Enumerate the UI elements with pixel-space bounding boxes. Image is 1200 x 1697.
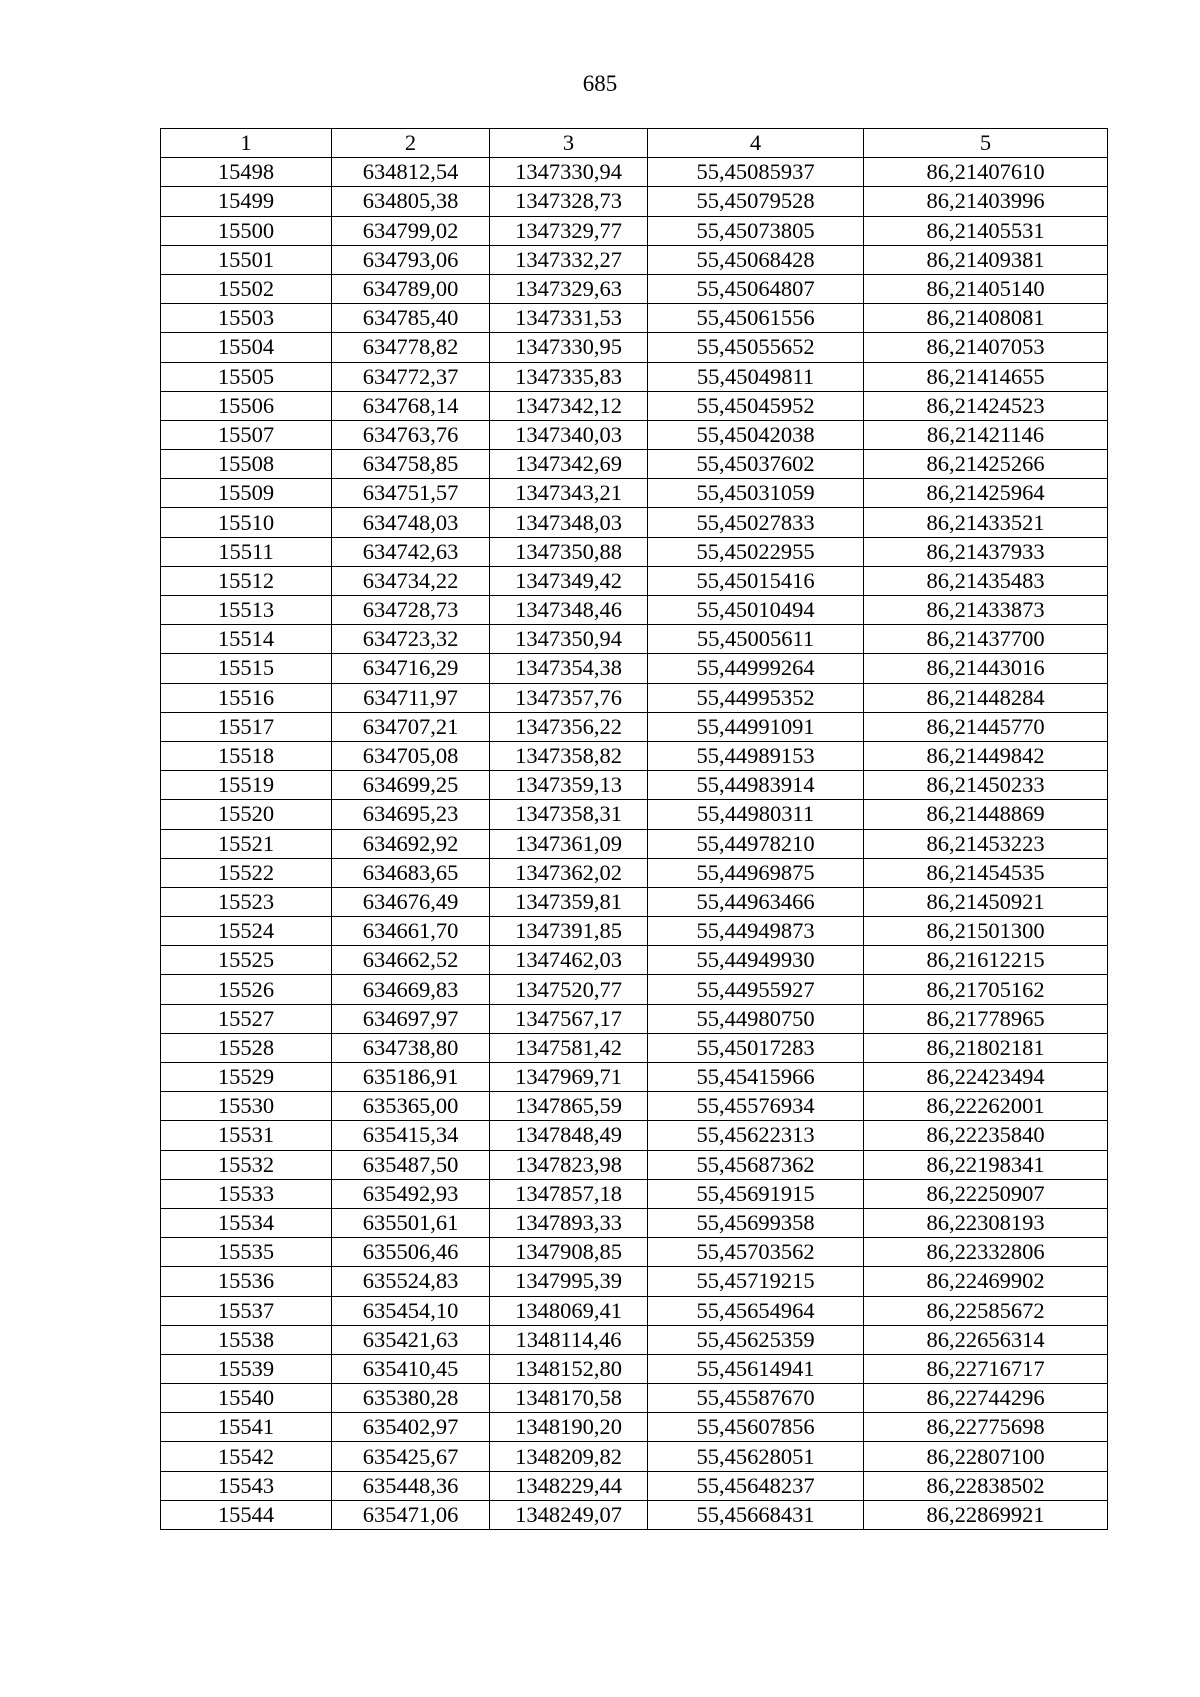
table-row xyxy=(161,1354,1108,1383)
table-cell: 1347342,69 xyxy=(490,450,648,479)
table-cell: 15517 xyxy=(161,712,332,741)
table-cell: 1348190,20 xyxy=(490,1413,648,1442)
table-cell: 1348209,82 xyxy=(490,1442,648,1471)
table-header xyxy=(161,129,1108,158)
table-cell: 86,21802181 xyxy=(864,1033,1108,1062)
table-cell: 55,45719215 xyxy=(648,1267,864,1296)
table-cell: 635492,93 xyxy=(332,1179,490,1208)
table-cell: 55,45073805 xyxy=(648,216,864,245)
table-cell: 86,22775698 xyxy=(864,1413,1108,1442)
table-cell: 86,21448284 xyxy=(864,683,1108,712)
table-cell: 1347349,42 xyxy=(490,566,648,595)
header-row xyxy=(161,129,1108,158)
table-cell: 15506 xyxy=(161,391,332,420)
table-cell: 1347348,03 xyxy=(490,508,648,537)
table-cell: 55,45576934 xyxy=(648,1092,864,1121)
table-cell: 55,45055652 xyxy=(648,333,864,362)
table-cell: 55,45068428 xyxy=(648,245,864,274)
table-cell: 86,22807100 xyxy=(864,1442,1108,1471)
table-row xyxy=(161,187,1108,216)
table-cell: 1348170,58 xyxy=(490,1384,648,1413)
table-cell: 55,45064807 xyxy=(648,274,864,303)
table-cell: 55,45622313 xyxy=(648,1121,864,1150)
table-cell: 634805,38 xyxy=(332,187,490,216)
table-cell: 1347335,83 xyxy=(490,362,648,391)
table-cell: 1347358,31 xyxy=(490,800,648,829)
table-cell: 86,21424523 xyxy=(864,391,1108,420)
table-cell: 15502 xyxy=(161,274,332,303)
table-cell: 15518 xyxy=(161,741,332,770)
table-cell: 86,22250907 xyxy=(864,1179,1108,1208)
table-cell: 55,45042038 xyxy=(648,420,864,449)
table-cell: 634723,32 xyxy=(332,625,490,654)
table-cell: 1347462,03 xyxy=(490,946,648,975)
table-cell: 15534 xyxy=(161,1208,332,1237)
table-cell: 1347893,33 xyxy=(490,1208,648,1237)
table-cell: 15508 xyxy=(161,450,332,479)
table-cell: 55,45628051 xyxy=(648,1442,864,1471)
table-cell: 86,21453223 xyxy=(864,829,1108,858)
table-cell: 55,45085937 xyxy=(648,158,864,187)
table-cell: 86,21414655 xyxy=(864,362,1108,391)
table-cell: 55,45010494 xyxy=(648,596,864,625)
table-cell: 1347332,27 xyxy=(490,245,648,274)
table-cell: 1347391,85 xyxy=(490,917,648,946)
table-cell: 634695,23 xyxy=(332,800,490,829)
table-cell: 55,45614941 xyxy=(648,1354,864,1383)
table-row xyxy=(161,1267,1108,1296)
table-cell: 1347350,94 xyxy=(490,625,648,654)
table-row xyxy=(161,654,1108,683)
table-row xyxy=(161,1325,1108,1354)
table-cell: 86,21454535 xyxy=(864,858,1108,887)
table-cell: 55,44949873 xyxy=(648,917,864,946)
table-cell: 634793,06 xyxy=(332,245,490,274)
table-cell: 55,45703562 xyxy=(648,1238,864,1267)
table-cell: 634697,97 xyxy=(332,1004,490,1033)
table-cell: 15513 xyxy=(161,596,332,625)
table-cell: 15533 xyxy=(161,1179,332,1208)
table-cell: 1347342,12 xyxy=(490,391,648,420)
table-cell: 86,21705162 xyxy=(864,975,1108,1004)
table-cell: 635524,83 xyxy=(332,1267,490,1296)
table-cell: 86,21435483 xyxy=(864,566,1108,595)
table-cell: 15527 xyxy=(161,1004,332,1033)
table-row xyxy=(161,1063,1108,1092)
table-row xyxy=(161,1179,1108,1208)
table-row xyxy=(161,391,1108,420)
table-cell: 86,22585672 xyxy=(864,1296,1108,1325)
table-cell: 634778,82 xyxy=(332,333,490,362)
table-row xyxy=(161,625,1108,654)
table-row xyxy=(161,1121,1108,1150)
table-row xyxy=(161,917,1108,946)
table-row xyxy=(161,596,1108,625)
table-cell: 55,44978210 xyxy=(648,829,864,858)
table-cell: 55,44989153 xyxy=(648,741,864,770)
table-cell: 86,21437700 xyxy=(864,625,1108,654)
column-header-2: 2 xyxy=(332,129,490,158)
table-cell: 55,44999264 xyxy=(648,654,864,683)
table-cell: 15528 xyxy=(161,1033,332,1062)
table-cell: 634683,65 xyxy=(332,858,490,887)
table-cell: 55,45049811 xyxy=(648,362,864,391)
table-cell: 55,45031059 xyxy=(648,479,864,508)
table-cell: 634699,25 xyxy=(332,771,490,800)
table-row xyxy=(161,274,1108,303)
table-cell: 15512 xyxy=(161,566,332,595)
table-cell: 86,21433873 xyxy=(864,596,1108,625)
table-row xyxy=(161,304,1108,333)
table-cell: 15498 xyxy=(161,158,332,187)
table-cell: 15501 xyxy=(161,245,332,274)
table-cell: 55,44955927 xyxy=(648,975,864,1004)
table-cell: 15510 xyxy=(161,508,332,537)
table-cell: 635454,10 xyxy=(332,1296,490,1325)
table-cell: 86,21408081 xyxy=(864,304,1108,333)
table-cell: 15509 xyxy=(161,479,332,508)
table-cell: 1347354,38 xyxy=(490,654,648,683)
table-cell: 55,44980750 xyxy=(648,1004,864,1033)
table-cell: 15525 xyxy=(161,946,332,975)
table-cell: 1347343,21 xyxy=(490,479,648,508)
table-cell: 635501,61 xyxy=(332,1208,490,1237)
table-cell: 634763,76 xyxy=(332,420,490,449)
table-row xyxy=(161,1208,1108,1237)
table-cell: 55,45691915 xyxy=(648,1179,864,1208)
table-cell: 635471,06 xyxy=(332,1500,490,1529)
table-cell: 1347330,94 xyxy=(490,158,648,187)
table-cell: 86,22656314 xyxy=(864,1325,1108,1354)
table-row xyxy=(161,946,1108,975)
table-cell: 1347359,81 xyxy=(490,887,648,916)
table-cell: 635425,67 xyxy=(332,1442,490,1471)
table-cell: 86,22332806 xyxy=(864,1238,1108,1267)
table-cell: 55,45654964 xyxy=(648,1296,864,1325)
table-cell: 1347969,71 xyxy=(490,1063,648,1092)
table-cell: 1347865,59 xyxy=(490,1092,648,1121)
table-cell: 15516 xyxy=(161,683,332,712)
table-cell: 55,45648237 xyxy=(648,1471,864,1500)
table-cell: 634748,03 xyxy=(332,508,490,537)
table-cell: 635506,46 xyxy=(332,1238,490,1267)
table-cell: 86,22869921 xyxy=(864,1500,1108,1529)
table-cell: 1347358,82 xyxy=(490,741,648,770)
table-cell: 86,21612215 xyxy=(864,946,1108,975)
table-cell: 634751,57 xyxy=(332,479,490,508)
table-row xyxy=(161,1471,1108,1500)
table-cell: 86,22838502 xyxy=(864,1471,1108,1500)
table-cell: 15514 xyxy=(161,625,332,654)
table-cell: 1347329,63 xyxy=(490,274,648,303)
table-cell: 1347823,98 xyxy=(490,1150,648,1179)
table-cell: 55,45022955 xyxy=(648,537,864,566)
table-cell: 86,21501300 xyxy=(864,917,1108,946)
table-cell: 55,44963466 xyxy=(648,887,864,916)
table-cell: 86,21421146 xyxy=(864,420,1108,449)
table-cell: 634789,00 xyxy=(332,274,490,303)
table-cell: 55,44983914 xyxy=(648,771,864,800)
table-cell: 55,45625359 xyxy=(648,1325,864,1354)
table-cell: 15499 xyxy=(161,187,332,216)
table-cell: 634734,22 xyxy=(332,566,490,595)
table-cell: 15504 xyxy=(161,333,332,362)
table-cell: 86,21449842 xyxy=(864,741,1108,770)
table-cell: 86,21407053 xyxy=(864,333,1108,362)
table-cell: 86,21403996 xyxy=(864,187,1108,216)
table-cell: 1347330,95 xyxy=(490,333,648,362)
table-cell: 55,45005611 xyxy=(648,625,864,654)
table-cell: 635448,36 xyxy=(332,1471,490,1500)
table-cell: 15507 xyxy=(161,420,332,449)
table-cell: 86,22198341 xyxy=(864,1150,1108,1179)
table-cell: 634772,37 xyxy=(332,362,490,391)
table-cell: 634799,02 xyxy=(332,216,490,245)
table-cell: 15535 xyxy=(161,1238,332,1267)
table-row xyxy=(161,858,1108,887)
table-cell: 55,44995352 xyxy=(648,683,864,712)
table-cell: 86,21405531 xyxy=(864,216,1108,245)
table-cell: 1348229,44 xyxy=(490,1471,648,1500)
table-row xyxy=(161,712,1108,741)
table-cell: 55,45027833 xyxy=(648,508,864,537)
table-cell: 634716,29 xyxy=(332,654,490,683)
table-cell: 634692,92 xyxy=(332,829,490,858)
table-cell: 55,45045952 xyxy=(648,391,864,420)
table-row xyxy=(161,566,1108,595)
table-row xyxy=(161,158,1108,187)
table-cell: 86,21445770 xyxy=(864,712,1108,741)
table-cell: 55,45037602 xyxy=(648,450,864,479)
table-cell: 635410,45 xyxy=(332,1354,490,1383)
table-cell: 55,45017283 xyxy=(648,1033,864,1062)
table-cell: 1347357,76 xyxy=(490,683,648,712)
table-cell: 15529 xyxy=(161,1063,332,1092)
table-cell: 1347359,13 xyxy=(490,771,648,800)
table-row xyxy=(161,975,1108,1004)
table-cell: 55,45687362 xyxy=(648,1150,864,1179)
table-cell: 1347328,73 xyxy=(490,187,648,216)
table-cell: 1347908,85 xyxy=(490,1238,648,1267)
table-cell: 86,21407610 xyxy=(864,158,1108,187)
table-cell: 15536 xyxy=(161,1267,332,1296)
table-cell: 635365,00 xyxy=(332,1092,490,1121)
table-cell: 55,45015416 xyxy=(648,566,864,595)
table-cell: 86,21409381 xyxy=(864,245,1108,274)
table-cell: 635421,63 xyxy=(332,1325,490,1354)
table-cell: 55,45079528 xyxy=(648,187,864,216)
table-cell: 86,21778965 xyxy=(864,1004,1108,1033)
table-cell: 86,22744296 xyxy=(864,1384,1108,1413)
table-cell: 86,21433521 xyxy=(864,508,1108,537)
table-cell: 635402,97 xyxy=(332,1413,490,1442)
column-header-1: 1 xyxy=(161,129,332,158)
table-cell: 1347567,17 xyxy=(490,1004,648,1033)
table-cell: 86,22469902 xyxy=(864,1267,1108,1296)
table-cell: 634758,85 xyxy=(332,450,490,479)
table-row xyxy=(161,800,1108,829)
table-row xyxy=(161,450,1108,479)
table-cell: 1347995,39 xyxy=(490,1267,648,1296)
table-cell: 15519 xyxy=(161,771,332,800)
table-cell: 86,21425266 xyxy=(864,450,1108,479)
table-cell: 86,21450233 xyxy=(864,771,1108,800)
table-cell: 86,21425964 xyxy=(864,479,1108,508)
table-body xyxy=(161,158,1108,1530)
table-cell: 15543 xyxy=(161,1471,332,1500)
table-row xyxy=(161,420,1108,449)
table-row xyxy=(161,216,1108,245)
table-cell: 15542 xyxy=(161,1442,332,1471)
table-cell: 1347348,46 xyxy=(490,596,648,625)
table-cell: 15540 xyxy=(161,1384,332,1413)
table-cell: 634662,52 xyxy=(332,946,490,975)
table-cell: 15541 xyxy=(161,1413,332,1442)
table-cell: 635487,50 xyxy=(332,1150,490,1179)
table-cell: 86,21437933 xyxy=(864,537,1108,566)
table-cell: 55,44949930 xyxy=(648,946,864,975)
table-cell: 15537 xyxy=(161,1296,332,1325)
table-row xyxy=(161,1384,1108,1413)
table-cell: 86,21448869 xyxy=(864,800,1108,829)
table-cell: 15505 xyxy=(161,362,332,391)
table-cell: 55,44991091 xyxy=(648,712,864,741)
table-cell: 634676,49 xyxy=(332,887,490,916)
table-cell: 1347340,03 xyxy=(490,420,648,449)
table-cell: 634669,83 xyxy=(332,975,490,1004)
table-cell: 86,21405140 xyxy=(864,274,1108,303)
table-row xyxy=(161,1413,1108,1442)
column-header-3: 3 xyxy=(490,129,648,158)
table-row xyxy=(161,508,1108,537)
table-cell: 86,22308193 xyxy=(864,1208,1108,1237)
table-cell: 55,44980311 xyxy=(648,800,864,829)
table-row xyxy=(161,1500,1108,1529)
table-cell: 15522 xyxy=(161,858,332,887)
table-cell: 1347362,02 xyxy=(490,858,648,887)
table-cell: 1347520,77 xyxy=(490,975,648,1004)
table-row xyxy=(161,479,1108,508)
table-cell: 15530 xyxy=(161,1092,332,1121)
table-cell: 55,45415966 xyxy=(648,1063,864,1092)
table-cell: 1347350,88 xyxy=(490,537,648,566)
table-row xyxy=(161,333,1108,362)
table-cell: 55,45607856 xyxy=(648,1413,864,1442)
table-cell: 15539 xyxy=(161,1354,332,1383)
table-cell: 1347331,53 xyxy=(490,304,648,333)
table-row xyxy=(161,1442,1108,1471)
table-cell: 635380,28 xyxy=(332,1384,490,1413)
page-number: 685 xyxy=(582,71,618,96)
table-cell: 634661,70 xyxy=(332,917,490,946)
table-row xyxy=(161,537,1108,566)
table-row xyxy=(161,741,1108,770)
table-cell: 86,22423494 xyxy=(864,1063,1108,1092)
table-cell: 15538 xyxy=(161,1325,332,1354)
table-row xyxy=(161,771,1108,800)
table-cell: 1348152,80 xyxy=(490,1354,648,1383)
table-cell: 55,45587670 xyxy=(648,1384,864,1413)
table-cell: 15521 xyxy=(161,829,332,858)
table-cell: 15524 xyxy=(161,917,332,946)
table-cell: 1348069,41 xyxy=(490,1296,648,1325)
table-row xyxy=(161,1004,1108,1033)
table-cell: 635186,91 xyxy=(332,1063,490,1092)
table-cell: 55,45061556 xyxy=(648,304,864,333)
table-row xyxy=(161,1092,1108,1121)
table-row xyxy=(161,245,1108,274)
table-cell: 634711,97 xyxy=(332,683,490,712)
coordinates-table xyxy=(160,128,1108,1530)
table-cell: 86,22262001 xyxy=(864,1092,1108,1121)
table-row xyxy=(161,887,1108,916)
table-cell: 634738,80 xyxy=(332,1033,490,1062)
column-header-4: 4 xyxy=(648,129,864,158)
table-row xyxy=(161,1150,1108,1179)
table-row xyxy=(161,683,1108,712)
table-cell: 1347361,09 xyxy=(490,829,648,858)
table-cell: 634707,21 xyxy=(332,712,490,741)
table-cell: 15500 xyxy=(161,216,332,245)
table-cell: 634728,73 xyxy=(332,596,490,625)
table-cell: 15515 xyxy=(161,654,332,683)
table-cell: 1347329,77 xyxy=(490,216,648,245)
table-cell: 15544 xyxy=(161,1500,332,1529)
table-cell: 55,45668431 xyxy=(648,1500,864,1529)
table-row xyxy=(161,1033,1108,1062)
table-cell: 634768,14 xyxy=(332,391,490,420)
table-cell: 635415,34 xyxy=(332,1121,490,1150)
table-cell: 1347857,18 xyxy=(490,1179,648,1208)
table-row xyxy=(161,1238,1108,1267)
table-cell: 55,45699358 xyxy=(648,1208,864,1237)
table-cell: 1347356,22 xyxy=(490,712,648,741)
table-cell: 15511 xyxy=(161,537,332,566)
table-cell: 15526 xyxy=(161,975,332,1004)
table-cell: 1347581,42 xyxy=(490,1033,648,1062)
table-cell: 634812,54 xyxy=(332,158,490,187)
column-header-5: 5 xyxy=(864,129,1108,158)
table-cell: 634785,40 xyxy=(332,304,490,333)
table-cell: 634705,08 xyxy=(332,741,490,770)
table-cell: 15520 xyxy=(161,800,332,829)
table-cell: 86,22235840 xyxy=(864,1121,1108,1150)
table-cell: 86,22716717 xyxy=(864,1354,1108,1383)
table-row xyxy=(161,1296,1108,1325)
table-cell: 86,21450921 xyxy=(864,887,1108,916)
table-cell: 1347848,49 xyxy=(490,1121,648,1150)
table-cell: 15532 xyxy=(161,1150,332,1179)
table-cell: 55,44969875 xyxy=(648,858,864,887)
table-cell: 15503 xyxy=(161,304,332,333)
table-cell: 1348114,46 xyxy=(490,1325,648,1354)
table-cell: 86,21443016 xyxy=(864,654,1108,683)
table-row xyxy=(161,362,1108,391)
table-cell: 15523 xyxy=(161,887,332,916)
table-cell: 15531 xyxy=(161,1121,332,1150)
table-row xyxy=(161,829,1108,858)
table-cell: 634742,63 xyxy=(332,537,490,566)
table-cell: 1348249,07 xyxy=(490,1500,648,1529)
